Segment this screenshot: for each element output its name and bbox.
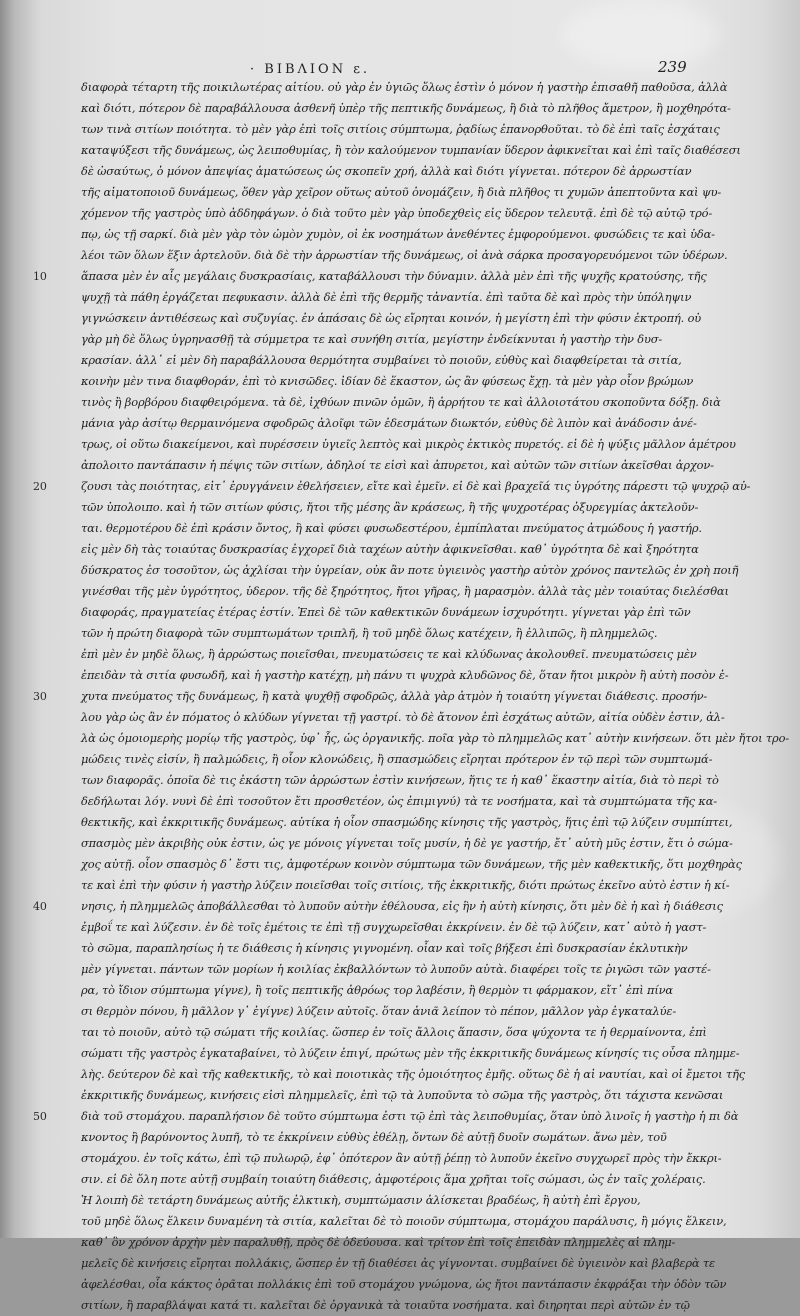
text-line <box>33 266 707 287</box>
text-line-content: καταψύξεσι τῆς δυνάμεως, ὡς λειποθυμίας, ἢ τὸν καλούμενον τυμπανίαν ὕδερον ἀφικνεῖται καὶ ἐπὶ ταῖς διαθέσεσι <box>81 143 741 157</box>
text-line-content: λὴς. δεύτερον δὲ καὶ τῆς καθεκτικῆς, τὸ καὶ ποιοτικὰς τῆς ὁμοιότητος ἐμῆς. οὕτως δὲ ἡ αἱ ναυτίαι, καὶ οἱ ἔμετοι τῆς <box>81 1067 745 1081</box>
text-line <box>81 665 729 686</box>
text-line <box>81 350 685 371</box>
text-line-content: καθ᾽ ὃν χρόνον ἀρχὴν μὲν παραλυθῇ, πρὸς δὲ ὁδεύουσα. καὶ τρίτον ἐπὶ τοῖς ἐπειδὰν πλημμελὲς αἱ πλημ- <box>81 1235 676 1249</box>
text-line <box>81 98 731 119</box>
text-line <box>81 392 721 413</box>
text-line-content: μὲν γίγνεται. πάντων τῶν μορίων ἡ κοιλίας ἐκβαλλόντων τὸ λυποῦν αὐτὰ. διαφέρει τοῖς τε ῥιγῶσι τῶν γαστέ- <box>81 962 711 976</box>
text-line <box>81 329 685 350</box>
text-line-content: τε καὶ ἐπὶ τὴν φύσιν ἡ γαστὴρ λύζειν ποιεῖσθαι τοῖς σιτίοις, τῆς ἐκκριτικῆς, διότι πρώτως ἐκεῖνο αὐτὸ ἐστιν ἡ κί- <box>81 878 730 892</box>
text-line-content: λέοι τῶν ὅλων ἕξιν ἀρτελοῦν. διὰ δὲ τὴν ἀρρωστίαν τῆς δυνάμεως, οἱ ἀνὰ σάρκα προσαγορευόμενοι τῶν ὑδέρων. <box>81 248 728 262</box>
text-line-content: τῶν ὑπολοιπο. καὶ ἡ τῶν σιτίων φύσις, ἤτοι τῆς μέσης ἂν κράσεως, ἢ τῆς ψυχροτέρας ὀξυρεγμίας ἀκτελοῦν- <box>81 500 699 514</box>
text-line-content: ἐπὶ μὲν ἐν μηδὲ ὅλως, ἢ ἀρρώστως ποιεῖσθαι, πνευματώσεις τε καὶ κλύδωνας ἀκολουθεῖ. πνευματώσεις μὲν <box>81 647 697 661</box>
text-line <box>81 833 733 854</box>
text-line-content: σπασμὸς μὲν ἀκριβὴς οὐκ ἐστιν, ὡς γε μόνοις γίγνεται τοῖς μυσίν, ἡ δὲ γε γαστήρ, ἔτ᾽ αὐτὴ μῦς ἐστιν, ἔτι ὁ σώμα- <box>81 836 733 850</box>
text-line <box>81 560 739 581</box>
text-line <box>81 539 699 560</box>
text-line-content: διὰ τοῦ στομάχου. παραπλήσιον δὲ τοῦτο σύμπτωμα ἐστι τῷ ἐπὶ τὰς λειποθυμίας, ὅταν ὑπὸ λινοῖς ἡ γαστὴρ ἡ πι δὰ <box>81 1109 739 1123</box>
body-text <box>33 77 789 1316</box>
text-line <box>33 896 723 917</box>
text-line <box>81 1295 690 1316</box>
text-line <box>81 1127 685 1148</box>
text-line-content: χος αὐτῇ. οἷον σπασμὸς δ᾽ ἔστι τις, ἀμφοτέρων κοινὸν σύμπτωμα τῶν δυνάμεων, τῆς μὲν καθεκτικῆς, ὅτι μοχθηρὰς <box>81 857 742 871</box>
text-line <box>81 581 729 602</box>
text-line-content: των διαφορᾶς. ὁποῖα δὲ τις ἐκάστη τῶν ἀρρώστων ἐστὶν κινήσεων, ἥτις τε ἡ καθ᾽ ἕκαστην αἰτία, διὰ τὸ περὶ τὸ <box>81 773 719 787</box>
text-line <box>81 1022 707 1043</box>
text-line-content: ἀφελέσθαι, οἷα κάκτος ὁρᾶται πολλάκις ἐπὶ τοῦ στομάχου γνώμονα, ὡς ἤτοι παντάπασιν ἐκφράξαι τὴν ὁδὸν τῶν <box>81 1277 727 1291</box>
margin-line-number: 20 <box>33 480 47 493</box>
text-line <box>81 1253 716 1274</box>
text-line <box>81 1064 745 1085</box>
text-line-content: διαφοράς, πραγματείας ἑτέρας ἐστίν. Ἐπεὶ δὲ τῶν καθεκτικῶν δυνάμεων ἰσχυρότητι. γίγνεται γὰρ ἐπὶ τῶν <box>81 605 691 619</box>
text-line <box>81 1148 722 1169</box>
text-line-content: γὰρ μὴ δὲ ὅλως ὑγρηνασθῇ τὰ σύμμετρα τε καὶ συνήθη σιτία, μεγίστην ἐνδείκνυται ἡ γαστὴρ τὴν δυσ- <box>81 332 663 346</box>
text-line <box>81 497 699 518</box>
text-line-content: δύσκρατος ἐσ τοσοῦτον, ὡς ἀχλίσαι τὴν ὑγρείαν, οὐκ ἂν ποτε ὑγιεινὸς γαστὴρ αὐτὸν χρόνος παντελῶς ἐν χρὴ ποιῆ <box>81 563 739 577</box>
margin-line-number: 30 <box>33 690 47 703</box>
text-line-content: δὲ ὡσαύτως, ὁ μόνον ἀπεψίας ἁματώσεως ὡς σκοπεῖν χρή, ἀλλὰ καὶ διότι γίγνεται. πότερον δὲ ἀρρωστίαν <box>81 164 692 178</box>
text-line <box>81 308 702 329</box>
text-line-content: τῶν ἡ πρώτη διαφορὰ τῶν συμπτωμάτων τριπλῆ, ἢ τοῦ μηδὲ ὅλως κατέχειν, ἢ ἐλλιπῶς, ἢ πλημμελῶς. <box>81 626 658 640</box>
text-line-content: Ἡ λοιπὴ δὲ τετάρτη δυνάμεως αὐτῆς ἐλκτικὴ, συμπτώμασιν ἁλίσκεται βραδέως, ἢ αὐτὴ ἐπὶ ἔργου, <box>81 1193 641 1207</box>
text-line-content: εἰς μὲν δὴ τὰς τοιαύτας δυσκρασίας ἐγχορεῖ διὰ ταχέων αὐτὴν ἀφικνεῖσθαι. καθ᾽ ὑγρότητα δὲ καὶ ξηρότητα <box>81 542 699 556</box>
text-line-content: καὶ διότι, πότερον δὲ παραβάλλουσα ἀσθενῆ ὑπὲρ τῆς πεπτικῆς δυνάμεως, ἢ διὰ τὸ πλῆθος ἄμετρον, ἢ μοχθηρότα- <box>81 101 731 115</box>
text-line <box>81 434 736 455</box>
text-line-content: ζουσι τὰς ποιότητας, εἰτ᾽ ἐρυγγάνειν ἐθελήσειεν, εἴτε καὶ ἐμεῖν. εἰ δὲ καὶ βραχεῖά τις ὑγρότης πάρεστι τῷ ψυχρῷ αὐ- <box>81 479 751 493</box>
text-line-content: ἅπασα μὲν ἐν αἷς μεγάλαις δυσκρασίαις, καταβάλλουσι τὴν δύναμιν. ἀλλὰ μὲν ἐπὶ τῆς ψυχῆς κρατούσης, τῆς <box>81 269 707 283</box>
running-head: · ΒΙΒΛΙΟΝ ε. <box>250 62 371 77</box>
text-line <box>81 854 742 875</box>
text-line <box>81 182 722 203</box>
text-line <box>81 791 717 812</box>
text-line <box>81 623 685 644</box>
text-line-content: θεκτικῆς, καὶ ἐκκριτικῆς δυνάμεως. αὐτίκα ἡ οἷον σπασμώδης κίνησις τῆς γαστρὸς, ἥτις ἐπὶ τῷ λύζειν συμπίπτει, <box>81 815 733 829</box>
text-line-content: δεδήλωται λόγ. νυνὶ δὲ ἐπὶ τοσοῦτον ἔτι προσθετέον, ὡς ἐπιμιγνύ) τὰ τε νοσήματα, καὶ τὰ συμπτώματα τῆς κα- <box>81 794 717 808</box>
text-line <box>81 1043 740 1064</box>
text-line <box>81 980 685 1001</box>
text-line <box>81 371 694 392</box>
text-line-content: ἀπολοιτο παντάπασιν ἡ πέψις τῶν σιτίων, ἀδηλοί τε εἰσὶ καὶ ἀπυρετοι, καὶ αὐτῶν τῶν σιτίων ἀκεῖσθαι ἀρχον- <box>81 458 714 472</box>
text-line-content: μώδεις τινὲς εἰσίν, ἢ παλμώδεις, ἢ οἷον κλονώδεις, ἢ σπασμώδεις εἴρηται πρότερον ἐν τῷ περὶ τῶν συμπτωμά- <box>81 752 713 766</box>
page-number: 239 <box>658 58 687 76</box>
text-line <box>81 770 719 791</box>
text-line-content: σι θερμὸν πόνου, ἢ μᾶλλον γ᾽ ἐγίγνε) λύζειν αὐτοῖς. ὅταν ἀνιᾶ λείπον τὸ πέπον, μᾶλλον γὰρ ἐγκαταλύε- <box>81 1004 677 1018</box>
text-line-content: ἐμβοΐ τε καὶ λύζεσιν. ἐν δὲ τοῖς ἐμέτοις τε ἐπὶ τῇ συγχωρεῖσθαι ἐκκρίνειν. ἐν δὲ τῷ λύζειν, κατ᾽ αὐτὸ ἡ γαστ- <box>81 920 707 934</box>
margin-line-number: 40 <box>33 900 47 913</box>
text-line-content: πῳ, ὡς τῇ σαρκί. διὰ μὲν γὰρ τὸν ὠμὸν χυμὸν, οἱ ἐκ νοσημάτων ἀνεθέντες ἐμφορούμενοι. φυσώδεις τε καὶ ὑδα- <box>81 227 715 241</box>
text-line-content: μάνια γὰρ ἀσίτῳ θερμαινόμενα σφοδρῶς ἀλοῖφι τῶν ἐδεσμάτων διωκτόν, εὐθὺς δὲ λιπὸν καὶ ἀνάδοσιν ἀνέ- <box>81 416 697 430</box>
text-line-content: νησις, ἡ πλημμελῶς ἀποβάλλεσθαι τὸ λυποῦν αὐτὴν ἐθέλουσα, εἰς ἣν ἡ αὐτὴ κίνησις, ὅτι μὲν δὲ ἡ καὶ ἡ διάθεσις <box>81 899 723 913</box>
text-line-content: κρασίαν. ἀλλ᾽ εἰ μὲν δὴ παραβάλλουσα θερμότητα συμβαίνει τὸ ποιοῦν, εὐθὺς καὶ διαφθείρεται τὰ σιτία, <box>81 353 682 367</box>
text-line-content: των τινὰ σιτίων ποιότητα. τὸ μὲν γὰρ ἐπὶ τοῖς σιτίοις σύμπτωμα, ῥᾳδίως ἐπανορθοῦται. τὸ δὲ ἐπὶ ταῖς ἐσχάταις <box>81 122 720 136</box>
text-line <box>81 1274 727 1295</box>
text-line <box>81 602 691 623</box>
text-line <box>33 1106 739 1127</box>
text-line <box>81 77 728 98</box>
text-line <box>81 938 688 959</box>
text-line <box>81 140 741 161</box>
margin-line-number: 50 <box>33 1110 47 1123</box>
text-line <box>81 812 733 833</box>
text-line-content: τρως, οἱ οὕτω διακείμενοι, καὶ πυρέσσειν ὑγιεῖς λεπτὸς καὶ μικρὸς ἐκτικὸς πυρετός. εἰ δὲ ἡ ψύξις μᾶλλον ἀμέτρου <box>81 437 736 451</box>
text-line-content: τινὸς ἢ βορβόρου διαφθειρόμενα. τὰ δὲ, ἰχθύων πινῶν ὀμῶν, ἢ ἀρρήτου τε καὶ ἀλλοιοτάτου σκοποῦντα δόξῃ. διὰ <box>81 395 721 409</box>
text-line-content: τῆς αἱματοποιοῦ δυνάμεως, ὅθεν γὰρ χεῖρον οὕτως αὐτοῦ ὀνομάζειν, ἢ διὰ πλῆθος τι χυμῶν ἀπεπτοῦντα καὶ ψυ- <box>81 185 722 199</box>
text-line <box>81 875 730 896</box>
text-line <box>81 1001 685 1022</box>
text-line-content: ται τὸ ποιοῦν, αὐτὸ τῷ σώματι τῆς κοιλίας. ὥσπερ ἐν τοῖς ἄλλοις ἅπασιν, ὅσα ψύχοντα τε ἡ θερμαίνοντα, ἐπὶ <box>81 1025 707 1039</box>
text-line <box>81 1211 727 1232</box>
text-line-content: ται. θερμοτέρου δὲ ἐπὶ κράσιν ὄντος, ἢ καὶ φύσει φυσωδεστέρου, ἐμπίπλαται πνεύματος ἀτμώδους ἡ γαστήρ. <box>81 521 702 535</box>
text-line <box>81 707 725 728</box>
text-line <box>81 1169 706 1190</box>
text-line <box>81 1190 685 1211</box>
text-line-content: διαφορὰ τέταρτη τῆς ποικιλωτέρας αἰτίου. οὐ γὰρ ἐν ὑγιῶς ὅλως ἐστὶν ὁ μόνον ἡ γαστὴρ ἐπισαθῆ παθοῦσα, ἀλλὰ <box>81 80 728 94</box>
text-line <box>81 749 713 770</box>
text-line-content: κοινὴν μὲν τινα διαφθοράν, ἐπὶ τὸ κνισῶδες. ἰδίαν δὲ ἕκαστον, ὡς ἂν φύσεως ἔχῃ. τὰ μὲν γὰρ οἷον βρώμων <box>81 374 694 388</box>
text-line-content: τὸ σῶμα, παραπλησίως ἡ τε διάθεσις ἡ κίνησις γιγνομένη. οἷαν καὶ τοῖς βήξεσι ἐπὶ δυσκρασίαν ἐκλυτικὴν <box>81 941 688 955</box>
text-line-content: χόμενον τῆς γαστρὸς ὑπὸ ἀδδηφάγων. ὁ διὰ τοῦτο μὲν γὰρ ὑποδεχθεὶς εἰς ὕδερον τελευτᾷ. ἐπὶ δὲ τῷ αὐτῷ τρό- <box>81 206 713 220</box>
text-line-content: σώματι τῆς γαστρὸς ἐγκαταβαίνει, τὸ λύζειν ἐπιγί, πρώτως μὲν τῆς ἐκκριτικῆς δυνάμεως κίνησίς τις οὖσα πλημμε- <box>81 1046 740 1060</box>
text-line-content: σιν. εἰ δὲ ὅλη ποτε αὐτῇ συμβαίη τοιαύτη διάθεσις, ἀμφοτέροις ἅμα χρῆται τοῖς σώμασι, ὡς ἐν ταῖς χολέραις. <box>81 1172 706 1186</box>
text-line <box>81 518 702 539</box>
text-line <box>81 1232 685 1253</box>
text-line-content: ἐπειδὰν τὰ σιτία φυσωδῆ, καὶ ἡ γαστὴρ κατέχῃ, μὴ πάνυ τι ψυχρὰ κλυδῶνος δὲ, ὅταν ἤτοι μικρὸν ἢ αὐτὴ ποσὸν ἐ- <box>81 668 729 682</box>
text-line-content: στομάχου. ἐν τοῖς κάτω, ἐπὶ τῷ πυλωρῷ, ἐφ᾽ ὁπότερον ἂν αὐτῇ ῥέπῃ τὸ λυποῦν ἐκεῖνο συγχωρεῖ πρὸς τὴν ἔκκρι- <box>81 1151 722 1165</box>
text-line-content: ψυχῇ τὰ πάθη ἐργάζεται πεφυκασιν. ἀλλὰ δὲ ἐπὶ τῆς θερμῆς τἀναντία. ἐπὶ ταῦτα δὲ καὶ πρὸς τὴν ὑπόληψιν <box>81 290 692 304</box>
text-line-content: λὰ ὡς ὁμοιομερὴς μορίῳ τῆς γαστρὸς, ὑφ᾽ ἧς, ὡς ὀργανικῆς. ποῖα γὰρ τὸ πλημμελῶς κατ᾽ αὐτὴν κινήσεων. ὅτι μὲν ἤτοι τρο- <box>81 731 789 745</box>
text-line-content: λου γὰρ ὡς ἂν ἐν πόματος ὁ κλύδων γίγνεται τῇ γαστρί. τὸ δὲ ἄτονον ἐπὶ ἐσχάτως αὐτῶν, αἰτία οὐδὲν ἐστιν, ἀλ- <box>81 710 725 724</box>
text-line-content: ἐκκριτικῆς δυνάμεως, κινήσεις εἰσὶ πλημμελεῖς, ἐπὶ τῷ τὰ λυποῦντα τὸ σῶμα τῆς γαστρὸς, ὅτι τάχιστα κενῶσαι <box>81 1088 724 1102</box>
text-line <box>81 1085 724 1106</box>
text-line-content: χυτα πνεύματος τῆς δυνάμεως, ἢ κατὰ ψυχθῇ σφοδρῶς, ἀλλὰ γὰρ ἀτμὸν ἡ τοιαύτη γίγνεται διάθεσις. προσήν- <box>81 689 708 703</box>
text-line <box>81 203 713 224</box>
text-line-content: σιτίων, ἢ παραβλάψαι κατά τι. καλεῖται δὲ ὀργανικὰ τὰ τοιαῦτα νοσήματα. καὶ διηρηται περὶ αὐτῶν ἐν τῷ <box>81 1298 690 1312</box>
text-line <box>81 119 720 140</box>
margin-line-number: 10 <box>33 270 47 283</box>
text-line <box>81 245 728 266</box>
paper-stain <box>560 0 720 70</box>
text-line-content: μελεῖς δὲ κινήσεις εἴρηται πολλάκις, ὥσπερ ἐν τῇ διαθέσει ἀς γίγνονται. συμβαίνει δὲ ὑγιεινὸν καὶ βλαβερὰ τε <box>81 1256 716 1270</box>
text-line <box>81 917 707 938</box>
text-line <box>81 224 715 245</box>
text-line <box>81 644 697 665</box>
text-line <box>81 287 692 308</box>
text-line-content: κνοντος ἢ βαρύνοντος λυπῆ, τὸ τε ἐκκρίνειν εὐθὺς ἐθέλῃ, ὄντων δὲ αὐτῇ δυοῖν σωμάτων. ἄνω μὲν, τοῦ <box>81 1130 667 1144</box>
text-line-content: τοῦ μηδὲ ὅλως ἕλκειν δυναμένη τὰ σιτία, καλεῖται δὲ τὸ ποιοῦν σύμπτωμα, στομάχου παράλυσις, ἢ μόγις ἕλκειν, <box>81 1214 727 1228</box>
text-line-content: γιγνώσκειν ἀντιθέσεως καὶ συζυγίας. ἐν ἁπάσαις δὲ ὡς εἴρηται κοινόν, ἡ μεγίστη ἐπὶ τὴν φύσιν ἐκτροπή. οὐ <box>81 311 702 325</box>
text-line <box>81 959 711 980</box>
text-line-content: γινέσθαι τῆς μὲν ὑγρότητος, ὑδερον. τῆς δὲ ξηρότητος, ἤτοι γῆρας, ἢ μαρασμὸν. ἀλλὰ τὰς μὲν τοιαύτας διελέσθαι <box>81 584 729 598</box>
text-line-content: ρα, τὸ ἴδιον σύμπτωμα γίγνε), ἢ τοῖς πεπτικῆς ἀθρόως τορ λαβέσιν, ἢ θερμὸν τι φάρμακον, εἴτ᾽ ἐπὶ πίνα <box>81 983 673 997</box>
text-line <box>81 455 714 476</box>
text-line <box>81 728 789 749</box>
text-line <box>33 476 751 497</box>
text-line <box>81 161 692 182</box>
text-line <box>33 686 708 707</box>
text-line <box>81 413 697 434</box>
